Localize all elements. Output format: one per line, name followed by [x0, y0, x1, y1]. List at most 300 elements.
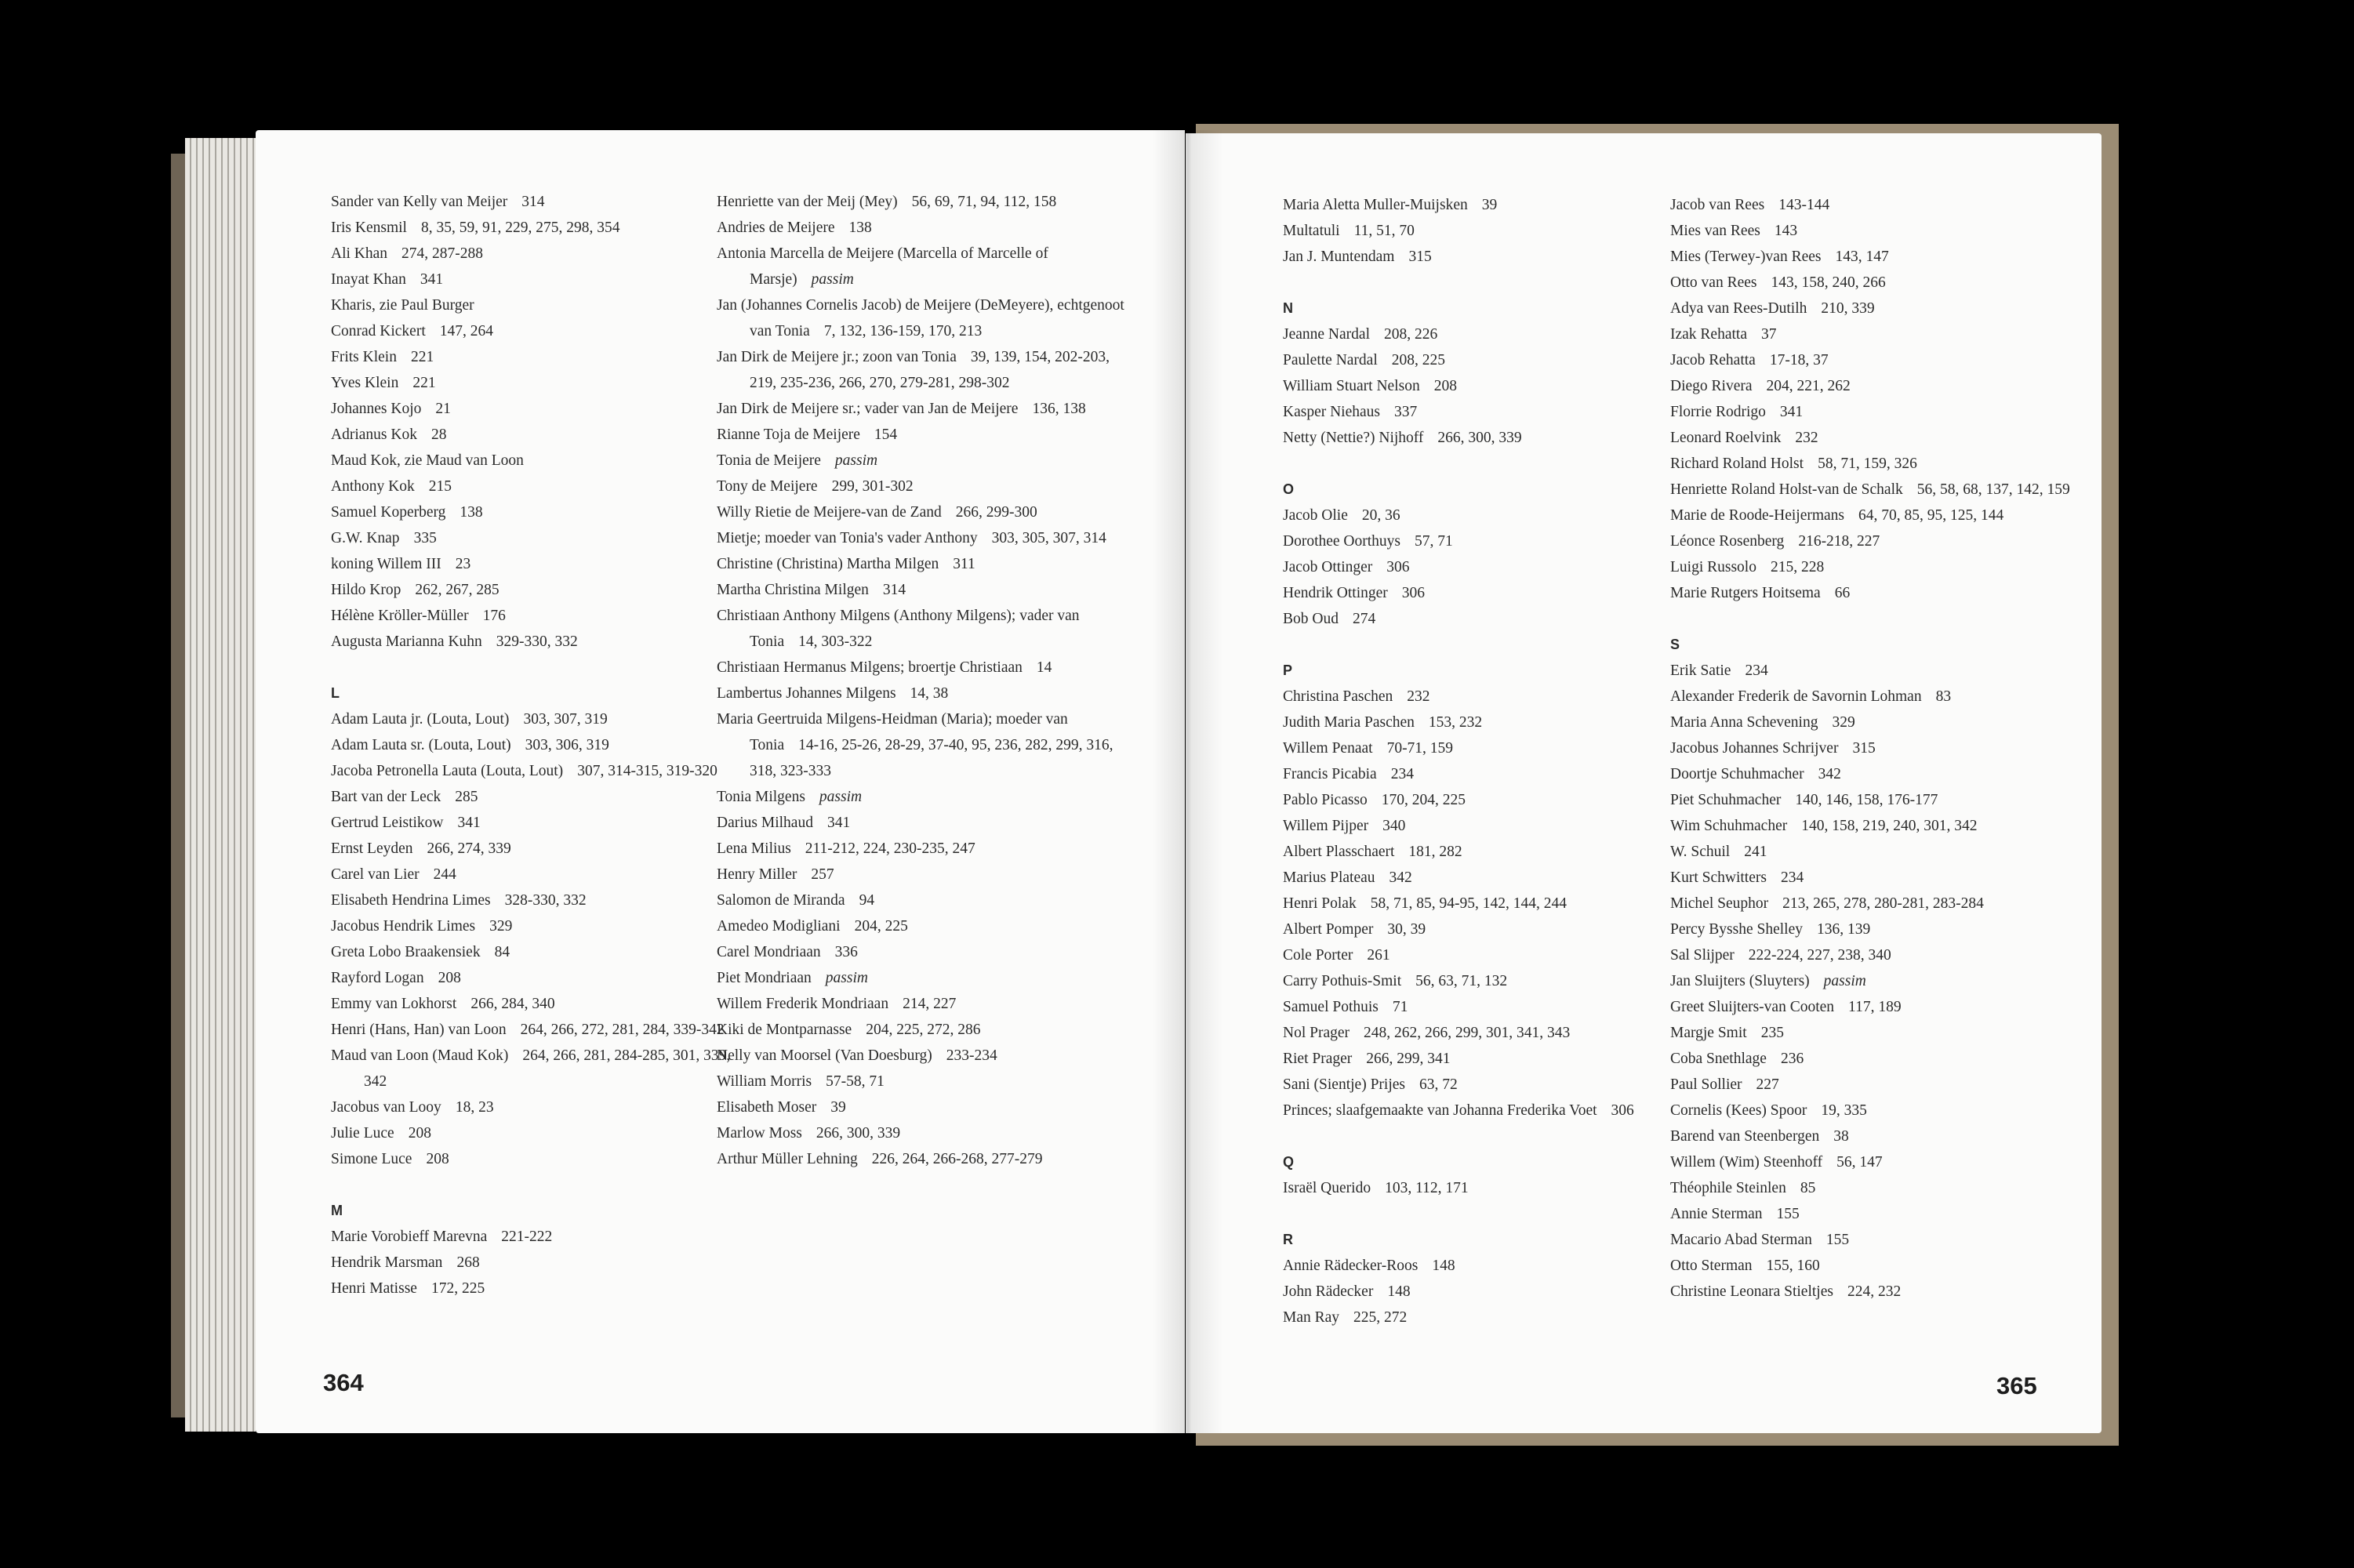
index-entry	[1670, 710, 2078, 735]
entry-pages: 341	[420, 271, 444, 288]
index-entry	[331, 836, 739, 862]
entry-pages: 208	[426, 1151, 449, 1167]
entry-name: Arthur Müller Lehning	[717, 1151, 858, 1167]
index-entry	[717, 1017, 1124, 1043]
index-entry	[1670, 373, 2078, 399]
index-entry	[717, 551, 1124, 577]
index-entry	[1283, 813, 1691, 839]
index-entry	[717, 991, 1124, 1017]
index-entry	[717, 913, 1124, 939]
entry-name: koning Willem III	[331, 556, 441, 572]
index-entry	[1283, 399, 1691, 425]
entry-pages: 57, 71	[1415, 533, 1453, 550]
index-entry	[1670, 1072, 2078, 1098]
entry-pages: 147, 264	[439, 323, 494, 339]
entry-pages: 232	[1795, 430, 1818, 446]
index-entry	[1670, 425, 2078, 451]
entry-name: Richard Roland Holst	[1670, 456, 1804, 472]
entry-name: William Morris	[717, 1073, 812, 1090]
entry-pages: 204, 225	[854, 918, 908, 935]
page-number: 364	[323, 1369, 364, 1396]
index-letter-heading: N	[1283, 300, 1293, 316]
entry-name: Kiki de Montparnasse	[717, 1022, 852, 1038]
entry-pages: 153, 232	[1428, 714, 1483, 731]
entry-pages: 233-234	[946, 1047, 997, 1064]
entry-pages: 342	[1389, 869, 1412, 886]
index-entry	[1670, 1253, 2078, 1279]
entry-name: Henri Polak	[1283, 895, 1357, 912]
index-entry	[717, 655, 1124, 681]
entry-name: Frits Klein	[331, 349, 397, 365]
index-entry	[1670, 244, 2078, 270]
entry-pages: 222-224, 227, 238, 340	[1748, 947, 1891, 964]
index-entry	[1283, 503, 1691, 528]
entry-name: Albert Plasschaert	[1283, 844, 1395, 860]
entry-name: Mietje; moeder van Tonia's vader Anthony	[717, 530, 978, 546]
index-entry	[717, 965, 1124, 991]
index-entry	[717, 862, 1124, 887]
entry-pages: 39, 139, 154, 202-203, 219, 235-236, 266, 270, 279-281, 298-302	[750, 349, 1110, 391]
entry-name: Princes; slaafgemaakte van Johanna Frederika Voet	[1283, 1102, 1597, 1119]
index-entry	[1283, 968, 1691, 994]
entry-name: Wim Schuhmacher	[1670, 818, 1788, 834]
entry-pages: 138	[460, 504, 483, 521]
index-entry	[331, 577, 739, 603]
index-entry	[331, 887, 739, 913]
entry-name: Julie Luce	[331, 1125, 394, 1142]
index-entry	[331, 603, 739, 629]
entry-pages: 226, 264, 266-268, 277-279	[871, 1151, 1043, 1167]
index-entry	[1283, 580, 1691, 606]
entry-name: Maud Kok, zie Maud van Loon	[331, 452, 524, 469]
index-entry	[331, 939, 739, 965]
entry-name: Jan (Johannes Cornelis Jacob) de Meijere (DeMeyere), echtgenoot van Tonia	[717, 297, 1124, 339]
index-entry	[1670, 1020, 2078, 1046]
index-entry	[331, 292, 739, 318]
index-entry	[331, 629, 739, 655]
entry-name: Hildo Krop	[331, 582, 401, 598]
entry-name: Luigi Russolo	[1670, 559, 1756, 575]
index-entry	[1283, 1279, 1691, 1305]
entry-pages: 143	[1774, 223, 1798, 239]
entry-pages: passim	[825, 970, 868, 986]
entry-name: Greta Lobo Braakensiek	[331, 944, 481, 960]
index-column	[1283, 192, 1691, 1330]
entry-name: Maria Aletta Muller-Muijsken	[1283, 197, 1468, 213]
index-entry	[331, 1250, 739, 1276]
index-entry	[1670, 1098, 2078, 1123]
entry-name: Kurt Schwitters	[1670, 869, 1767, 886]
entry-pages: 329	[489, 918, 513, 935]
index-entry	[1670, 1123, 2078, 1149]
index-entry	[1283, 735, 1691, 761]
entry-name: Rayford Logan	[331, 970, 424, 986]
entry-pages: 38	[1833, 1128, 1849, 1145]
entry-pages: 314	[882, 582, 906, 598]
entry-name: Anthony Kok	[331, 478, 415, 495]
entry-name: Adrianus Kok	[331, 426, 417, 443]
entry-pages: 266, 274, 339	[427, 840, 511, 857]
entry-pages: 94	[859, 892, 875, 909]
entry-name: Netty (Nettie?) Nijhoff	[1283, 430, 1424, 446]
entry-name: Christina Paschen	[1283, 688, 1393, 705]
entry-name: Diego Rivera	[1670, 378, 1753, 394]
index-letter-heading: S	[1670, 637, 1680, 652]
index-entry	[717, 810, 1124, 836]
entry-name: Jacob Rehatta	[1670, 352, 1756, 368]
entry-pages: 337	[1394, 404, 1418, 420]
entry-name: Maud van Loon (Maud Kok)	[331, 1047, 509, 1064]
entry-name: Ali Khan	[331, 245, 388, 262]
index-entry	[1283, 321, 1691, 347]
index-entry	[331, 1043, 739, 1094]
entry-pages: 64, 70, 85, 95, 125, 144	[1858, 507, 2004, 524]
entry-pages: 341	[1779, 404, 1804, 420]
entry-pages: 225, 272	[1353, 1309, 1408, 1326]
entry-pages: 85	[1800, 1180, 1816, 1196]
entry-pages: 329-330, 332	[496, 633, 578, 650]
entry-name: Ernst Leyden	[331, 840, 413, 857]
index-entry	[1670, 1227, 2078, 1253]
entry-pages: 20, 36	[1361, 507, 1400, 524]
entry-name: Nol Prager	[1283, 1025, 1350, 1041]
index-entry	[1283, 916, 1691, 942]
entry-pages: 248, 262, 266, 299, 301, 341, 343	[1364, 1025, 1571, 1041]
entry-pages: 221-222	[501, 1229, 553, 1245]
entry-name: Henri Matisse	[331, 1280, 417, 1297]
index-entry	[1283, 1253, 1691, 1279]
entry-name: Cornelis (Kees) Spoor	[1670, 1102, 1807, 1119]
right-page	[1186, 133, 2102, 1433]
entry-name: Israël Querido	[1283, 1180, 1371, 1196]
left-page	[256, 130, 1185, 1433]
entry-name: Multatuli	[1283, 223, 1340, 239]
entry-pages: 266, 299, 341	[1366, 1051, 1451, 1067]
entry-name: Inayat Khan	[331, 271, 406, 288]
entry-pages: 235	[1760, 1025, 1784, 1041]
index-entry	[1670, 347, 2078, 373]
entry-pages: passim	[834, 452, 878, 469]
entry-name: Willem Penaat	[1283, 740, 1373, 757]
index-entry	[331, 810, 739, 836]
entry-name: Lambertus Johannes Milgens	[717, 685, 896, 702]
entry-pages: 274, 287-288	[401, 245, 484, 262]
entry-pages: 306	[1401, 585, 1426, 601]
entry-name: Jan Dirk de Meijere jr.; zoon van Tonia	[717, 349, 957, 365]
index-entry	[331, 422, 739, 448]
index-entry	[331, 267, 739, 292]
entry-name: Jan J. Muntendam	[1283, 249, 1395, 265]
index-entry	[1670, 218, 2078, 244]
entry-pages: 70-71, 159	[1386, 740, 1454, 757]
entry-pages: 170, 204, 225	[1381, 792, 1466, 808]
entry-pages: 236	[1780, 1051, 1804, 1067]
entry-name: Simone Luce	[331, 1151, 412, 1167]
entry-name: Leonard Roelvink	[1670, 430, 1782, 446]
index-entry	[1283, 528, 1691, 554]
entry-name: Henry Miller	[717, 866, 797, 883]
entry-pages: 266, 300, 339	[1437, 430, 1522, 446]
entry-pages: 221	[410, 349, 434, 365]
index-entry	[1283, 218, 1691, 244]
entry-pages: 307, 314-315, 319-320	[577, 763, 717, 779]
index-entry	[1670, 787, 2078, 813]
entry-name: Tonia Milgens	[717, 789, 805, 805]
entry-name: Carry Pothuis-Smit	[1283, 973, 1402, 989]
entry-name: Darius Milhaud	[717, 815, 813, 831]
entry-name: Francis Picabia	[1283, 766, 1377, 782]
index-entry	[1283, 761, 1691, 787]
index-entry	[1670, 942, 2078, 968]
entry-name: Christine Leonara Stieltjes	[1670, 1283, 1833, 1300]
index-entry	[1283, 192, 1691, 218]
entry-name: G.W. Knap	[331, 530, 400, 546]
index-letter-heading: P	[1283, 662, 1293, 678]
entry-name: Greet Sluijters-van Cooten	[1670, 999, 1835, 1015]
index-entry	[1283, 710, 1691, 735]
index-entry	[1283, 1046, 1691, 1072]
entry-name: Jacobus van Looy	[331, 1099, 441, 1116]
entry-pages: 172, 225	[430, 1280, 485, 1297]
index-entry	[1670, 839, 2078, 865]
entry-name: William Stuart Nelson	[1283, 378, 1420, 394]
index-entry	[331, 448, 739, 474]
index-entry	[1670, 1046, 2078, 1072]
index-entry	[1283, 1098, 1691, 1123]
entry-name: Henri (Hans, Han) van Loon	[331, 1022, 507, 1038]
entry-pages: 221	[412, 375, 436, 391]
index-entry	[1670, 503, 2078, 528]
entry-pages: 136, 139	[1816, 921, 1871, 938]
index-entry	[331, 758, 739, 784]
index-entry	[331, 499, 739, 525]
entry-name: Piet Schuhmacher	[1670, 792, 1782, 808]
entry-pages: 18, 23	[455, 1099, 494, 1116]
index-entry	[717, 1146, 1124, 1172]
entry-pages: 264, 266, 272, 281, 284, 339-342	[520, 1022, 725, 1038]
entry-name: Annie Sterman	[1670, 1206, 1763, 1222]
entry-pages: 328-330, 332	[504, 892, 587, 909]
entry-pages: 224, 232	[1847, 1283, 1902, 1300]
entry-pages: 215, 228	[1770, 559, 1825, 575]
index-entry	[331, 318, 739, 344]
entry-pages: 274	[1352, 611, 1376, 627]
entry-pages: 143, 147	[1835, 249, 1889, 265]
entry-name: Carel van Lier	[331, 866, 420, 883]
entry-name: Jacob van Rees	[1670, 197, 1765, 213]
index-entry	[1670, 891, 2078, 916]
entry-name: Mies (Terwey-)van Rees	[1670, 249, 1822, 265]
index-entry	[331, 551, 739, 577]
index-entry	[1283, 347, 1691, 373]
entry-pages: 208	[408, 1125, 431, 1142]
index-entry	[717, 939, 1124, 965]
entry-name: Marie Vorobieff Marevna	[331, 1229, 488, 1245]
entry-name: Augusta Marianna Kuhn	[331, 633, 482, 650]
entry-pages: 341	[457, 815, 481, 831]
entry-name: Hendrik Ottinger	[1283, 585, 1388, 601]
entry-pages: 340	[1382, 818, 1406, 834]
entry-name: Willem Frederik Mondriaan	[717, 996, 889, 1012]
index-entry	[331, 241, 739, 267]
entry-pages: 148	[1432, 1258, 1455, 1274]
entry-name: Sander van Kelly van Meijer	[331, 194, 508, 210]
index-column	[1670, 192, 2078, 1305]
entry-pages: 234	[1745, 662, 1768, 679]
entry-name: W. Schuil	[1670, 844, 1731, 860]
index-entry	[1670, 1279, 2078, 1305]
entry-pages: 211-212, 224, 230-235, 247	[805, 840, 975, 857]
index-entry	[717, 525, 1124, 551]
index-letter-heading: M	[331, 1203, 343, 1218]
entry-pages: 11, 51, 70	[1353, 223, 1415, 239]
entry-name: Martha Christina Milgen	[717, 582, 869, 598]
entry-pages: 14	[1036, 659, 1052, 676]
entry-name: Adya van Rees-Dutilh	[1670, 300, 1807, 317]
entry-pages: 210, 339	[1821, 300, 1875, 317]
index-entry	[331, 525, 739, 551]
index-entry	[1670, 554, 2078, 580]
index-entry	[331, 991, 739, 1017]
entry-pages: 266, 299-300	[955, 504, 1037, 521]
entry-name: Paul Sollier	[1670, 1076, 1742, 1093]
entry-name: Rianne Toja de Meijere	[717, 426, 860, 443]
index-entry	[331, 913, 739, 939]
index-entry	[1283, 684, 1691, 710]
entry-name: Alexander Frederik de Savornin Lohman	[1670, 688, 1922, 705]
entry-pages: 57-58, 71	[826, 1073, 885, 1090]
index-entry	[1670, 477, 2078, 503]
index-entry	[1670, 192, 2078, 218]
index-entry	[717, 344, 1124, 396]
entry-name: Conrad Kickert	[331, 323, 426, 339]
index-entry	[331, 370, 739, 396]
entry-pages: 299, 301-302	[831, 478, 914, 495]
entry-name: Otto van Rees	[1670, 274, 1757, 291]
index-entry	[717, 603, 1124, 655]
entry-pages: passim	[819, 789, 863, 805]
entry-pages: 214, 227	[903, 996, 957, 1012]
entry-pages: 56, 69, 71, 94, 112, 158	[911, 194, 1057, 210]
entry-name: Kharis, zie Paul Burger	[331, 297, 474, 314]
index-letter-heading: O	[1283, 481, 1295, 497]
entry-name: Elisabeth Hendrina Limes	[331, 892, 491, 909]
index-entry	[1670, 735, 2078, 761]
index-entry	[331, 474, 739, 499]
index-letter-heading: R	[1283, 1232, 1293, 1247]
entry-name: Jeanne Nardal	[1283, 326, 1370, 343]
entry-pages: 143, 158, 240, 266	[1771, 274, 1886, 291]
entry-pages: 241	[1744, 844, 1767, 860]
entry-name: Samuel Koperberg	[331, 504, 446, 521]
entry-pages: 7, 132, 136-159, 170, 213	[823, 323, 983, 339]
entry-name: Sani (Sientje) Prijes	[1283, 1076, 1405, 1093]
index-entry	[331, 706, 739, 732]
entry-name: Pablo Picasso	[1283, 792, 1368, 808]
index-entry	[1670, 968, 2078, 994]
entry-pages: passim	[811, 271, 854, 288]
entry-pages: 285	[455, 789, 478, 805]
entry-name: Albert Pomper	[1283, 921, 1374, 938]
index-entry	[717, 887, 1124, 913]
index-letter-heading: Q	[1283, 1154, 1295, 1170]
entry-pages: 266, 300, 339	[816, 1125, 901, 1142]
index-entry	[717, 396, 1124, 422]
entry-name: Hélène Kröller-Müller	[331, 608, 469, 624]
entry-name: Nelly van Moorsel (Van Doesburg)	[717, 1047, 932, 1064]
entry-name: Jan Dirk de Meijere sr.; vader van Jan de Meijere	[717, 401, 1019, 417]
entry-name: Macario Abad Sterman	[1670, 1232, 1812, 1248]
entry-name: Maria Geertruida Milgens-Heidman (Maria); moeder van Tonia	[717, 711, 1068, 753]
index-column	[331, 189, 739, 1301]
entry-pages: 261	[1367, 947, 1390, 964]
entry-name: Coba Snethlage	[1670, 1051, 1767, 1067]
index-entry	[1283, 787, 1691, 813]
entry-pages: 56, 58, 68, 137, 142, 159	[1916, 481, 2070, 498]
index-entry	[1283, 891, 1691, 916]
index-entry	[1283, 244, 1691, 270]
entry-pages: 155, 160	[1766, 1258, 1820, 1274]
entry-name: Jan Sluijters (Sluyters)	[1670, 973, 1810, 989]
entry-name: Jacobus Johannes Schrijver	[1670, 740, 1839, 757]
entry-pages: 208	[1433, 378, 1457, 394]
index-entry	[717, 784, 1124, 810]
entry-pages: 103, 112, 171	[1385, 1180, 1469, 1196]
entry-pages: 208, 226	[1383, 326, 1438, 343]
entry-pages: 244	[433, 866, 456, 883]
entry-name: Doortje Schuhmacher	[1670, 766, 1804, 782]
entry-pages: 56, 63, 71, 132	[1415, 973, 1508, 989]
index-entry	[1283, 425, 1691, 451]
entry-name: Adam Lauta sr. (Louta, Lout)	[331, 737, 511, 753]
index-entry	[717, 215, 1124, 241]
entry-pages: 66	[1834, 585, 1851, 601]
entry-name: Erik Satie	[1670, 662, 1731, 679]
entry-name: Iris Kensmil	[331, 220, 407, 236]
entry-pages: 208	[438, 970, 461, 986]
entry-name: Christiaan Anthony Milgens (Anthony Milgens); vader van Tonia	[717, 608, 1080, 650]
index-letter-heading: L	[331, 685, 340, 701]
index-entry	[1670, 658, 2078, 684]
index-entry	[1283, 839, 1691, 865]
index-entry	[1283, 942, 1691, 968]
index-entry	[1283, 606, 1691, 632]
index-entry	[1670, 1149, 2078, 1175]
entry-name: Samuel Pothuis	[1283, 999, 1379, 1015]
index-entry	[1670, 451, 2078, 477]
entry-name: Bart van der Leck	[331, 789, 441, 805]
entry-pages: 17-18, 37	[1769, 352, 1829, 368]
entry-pages: 315	[1852, 740, 1876, 757]
entry-pages: 234	[1390, 766, 1414, 782]
entry-name: Cole Porter	[1283, 947, 1353, 964]
entry-name: Elisabeth Moser	[717, 1099, 817, 1116]
entry-pages: 84	[494, 944, 510, 960]
index-entry	[331, 189, 739, 215]
index-entry	[331, 1017, 739, 1043]
index-entry	[717, 706, 1124, 784]
entry-name: Salomon de Miranda	[717, 892, 845, 909]
entry-name: Judith Maria Paschen	[1283, 714, 1415, 731]
index-entry	[1283, 865, 1691, 891]
page-edges	[185, 138, 256, 1432]
entry-pages: 14, 303-322	[798, 633, 873, 650]
entry-pages: 28	[430, 426, 447, 443]
entry-name: Tony de Meijere	[717, 478, 818, 495]
entry-pages: 37	[1761, 326, 1777, 343]
index-column	[717, 189, 1124, 1172]
index-entry	[1670, 399, 2078, 425]
